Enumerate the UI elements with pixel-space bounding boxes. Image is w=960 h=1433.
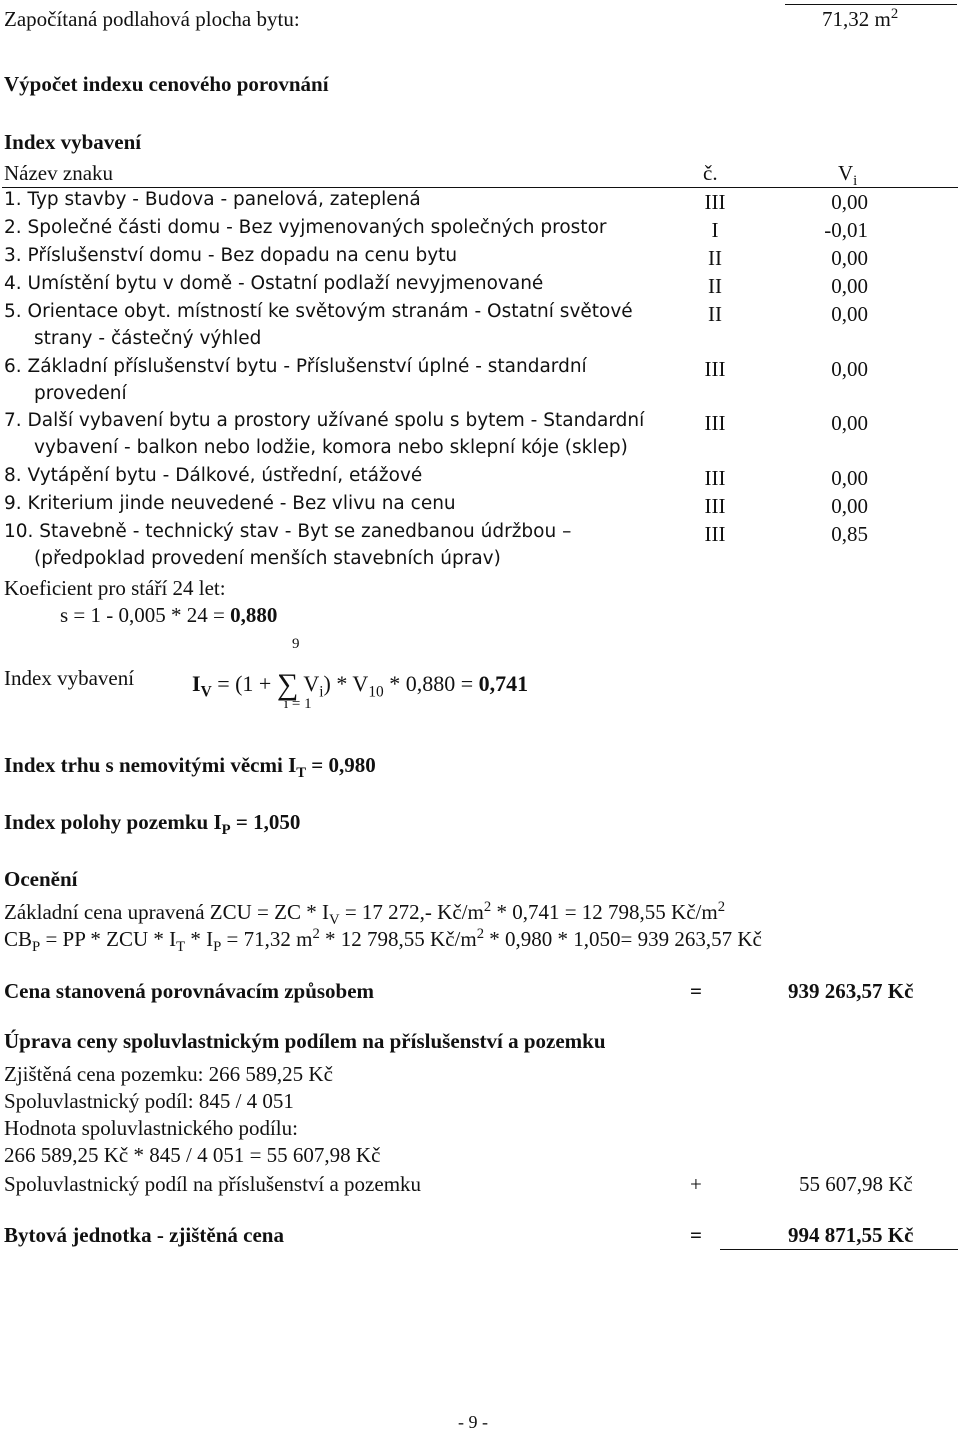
final-price-value: 994 871,55 Kč bbox=[788, 1223, 914, 1247]
row-value: 0,00 bbox=[831, 190, 868, 214]
market-index: Index trhu s nemovitými věcmi $I_T = 0,980$ bbox=[4, 753, 376, 782]
row-label: 2. Společné části domu - Bez vyjmenovaných společných prostor bbox=[4, 217, 607, 238]
table-row bbox=[0, 274, 960, 298]
calc-heading: Výpočet indexu cenového porovnání bbox=[4, 72, 329, 96]
land-price-line: Zjištěná cena pozemku: 266 589,25 Kč bbox=[4, 1062, 333, 1086]
table-row bbox=[0, 466, 960, 490]
comparative-price-op: = bbox=[690, 979, 702, 1003]
comparative-price-value: 939 263,57 Kč bbox=[788, 979, 914, 1003]
floor-area-rule bbox=[785, 4, 957, 5]
row-label: 6. Základní příslušenství bytu - Příslušenství úplné - standardní bbox=[4, 356, 587, 377]
row-label-continuation: provedení bbox=[34, 383, 127, 404]
row-value: 0,00 bbox=[831, 246, 868, 270]
row-label: 8. Vytápění bytu - Dálkové, ústřední, etážové bbox=[4, 465, 423, 486]
table-row bbox=[0, 190, 960, 214]
col-v-header: $V_i$ bbox=[838, 161, 858, 190]
row-label: 3. Příslušenství domu - Bez dopadu na cenu bytu bbox=[4, 245, 458, 266]
share-value: 55 607,98 Kč bbox=[799, 1172, 913, 1196]
page-number: - 9 - bbox=[458, 1412, 488, 1432]
final-price-rule bbox=[720, 1249, 958, 1250]
index-formula: $I_V = (1$ + ∑ $V_i) * V_{10} * 0,880 = 0,741$ bbox=[192, 668, 529, 701]
row-number: III bbox=[704, 522, 726, 546]
final-price-op: = bbox=[690, 1223, 702, 1247]
table-row bbox=[0, 246, 960, 270]
row-number: II bbox=[708, 274, 722, 298]
share-line: Spoluvlastnický podíl: 845 / 4 051 bbox=[4, 1089, 294, 1113]
row-number: III bbox=[704, 190, 726, 214]
row-label-continuation: vybavení - balkon nebo lodžie, komora nebo sklepní kóje (sklep) bbox=[34, 437, 628, 458]
row-value: 0,00 bbox=[831, 357, 868, 381]
table-row bbox=[0, 410, 960, 458]
valuation-heading: Ocenění bbox=[4, 867, 78, 891]
col-name-header: Název znaku bbox=[4, 161, 114, 185]
floor-area-value: 71,32 $m^2$ bbox=[822, 6, 899, 31]
final-price-label: Bytová jednotka - zjištěná cena bbox=[4, 1223, 284, 1247]
row-label-continuation: (předpoklad provedení menších stavebních úprav) bbox=[34, 548, 501, 569]
age-coefficient-label: Koeficient pro stáří 24 let: bbox=[4, 576, 226, 600]
row-number: III bbox=[704, 411, 726, 435]
row-label: 10. Stavebně - technický stav - Byt se zanedbanou údržbou – bbox=[4, 521, 572, 542]
row-number: III bbox=[704, 494, 726, 518]
table-row bbox=[0, 521, 960, 569]
index-formula-label: Index vybavení bbox=[4, 666, 135, 690]
floor-area-label: Započítaná podlahová plocha bytu: bbox=[4, 7, 300, 31]
row-label: 1. Typ stavby - Budova - panelová, zateplená bbox=[4, 189, 421, 210]
row-number: I bbox=[711, 218, 719, 242]
row-value: -0,01 bbox=[824, 218, 868, 242]
row-label: 4. Umístění bytu v domě - Ostatní podlaží nevyjmenované bbox=[4, 273, 544, 294]
share-value-label: Hodnota spoluvlastnického podílu: bbox=[4, 1116, 298, 1140]
row-number: III bbox=[704, 466, 726, 490]
row-label: 9. Kriterium jinde neuvedené - Bez vlivu na cenu bbox=[4, 493, 456, 514]
sum-symbol: ∑ bbox=[276, 668, 299, 701]
zcu-formula: Základní cena upravená ZCU = ZC * $I_V = 17$ 272,- $Kč/m^2 * 0,741 = 12$ 798,55 $Kč/m^2$ bbox=[4, 899, 726, 929]
share-label: Spoluvlastnický podíl na příslušenství a pozemku bbox=[4, 1172, 422, 1196]
table-row bbox=[0, 218, 960, 242]
comparative-price-label: Cena stanovená porovnávacím způsobem bbox=[4, 979, 375, 1003]
share-value-calc: 266 589,25 Kč * 845 / 4 051 = 55 607,98 Kč bbox=[4, 1143, 381, 1167]
row-number: III bbox=[704, 357, 726, 381]
sum-lower-limit: i = 1 bbox=[284, 696, 312, 712]
row-value: 0,00 bbox=[831, 466, 868, 490]
cb-formula: $CB_P$ = PP * ZCU * $I_T * I_P = 71,32$ $m^2 * 12$ 798,55 $Kč/m^2 * 0,980 * 1,050= 939$ 263,57 Kč bbox=[4, 926, 762, 956]
sum-upper-limit: 9 bbox=[292, 636, 300, 652]
row-value: 0,85 bbox=[831, 522, 868, 546]
row-value: 0,00 bbox=[831, 274, 868, 298]
row-number: II bbox=[708, 246, 722, 270]
equipment-index-heading: Index vybavení bbox=[4, 130, 142, 154]
table-row bbox=[0, 301, 960, 349]
table-row bbox=[0, 356, 960, 404]
table-row bbox=[0, 494, 960, 518]
col-no-header: č. bbox=[703, 161, 718, 185]
row-label: 5. Orientace obyt. místností ke světovým stranám - Ostatní světové bbox=[4, 301, 633, 322]
table-header-rule bbox=[2, 187, 958, 188]
row-number: II bbox=[708, 302, 722, 326]
row-value: 0,00 bbox=[831, 411, 868, 435]
age-coefficient-formula: s = 1 - 0,005 * 24 = 0,880 bbox=[60, 603, 278, 627]
row-label: 7. Další vybavení bytu a prostory užívané spolu s bytem - Standardní bbox=[4, 410, 645, 431]
row-value: 0,00 bbox=[831, 302, 868, 326]
row-label-continuation: strany - částečný výhled bbox=[34, 328, 262, 349]
share-op: + bbox=[690, 1172, 702, 1196]
row-value: 0,00 bbox=[831, 494, 868, 518]
coownership-heading: Úprava ceny spoluvlastnickým podílem na příslušenství a pozemku bbox=[4, 1029, 606, 1053]
position-index: Index polohy pozemku $I_P = 1,050$ bbox=[4, 810, 301, 839]
